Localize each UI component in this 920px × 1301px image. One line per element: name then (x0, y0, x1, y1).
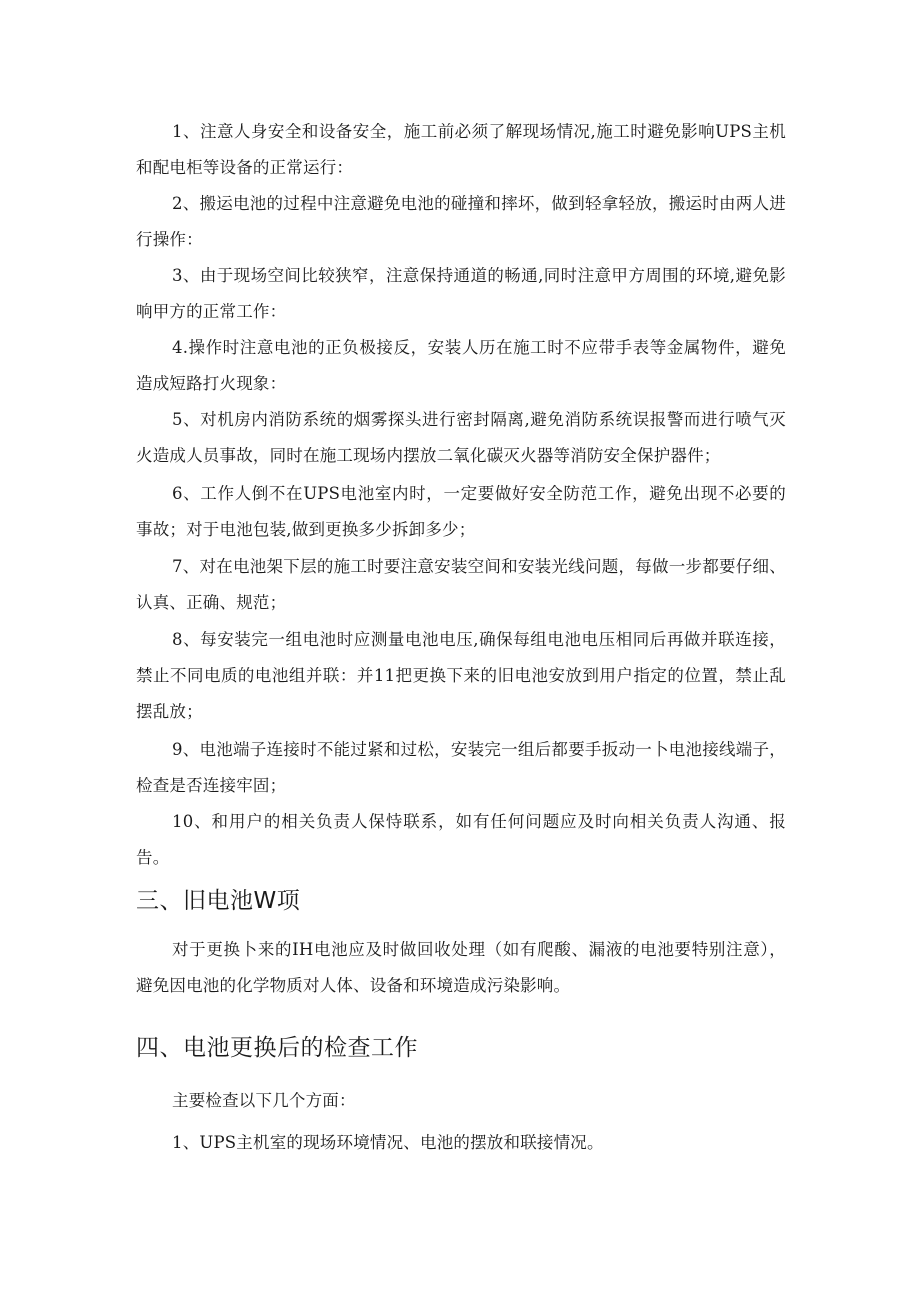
list-item: 9、电池端子连接时不能过紧和过松，安装完一组后都要手扳动一卜电池接线端子，检查是否连接牢固； (136, 740, 786, 795)
list-item: 3、由于现场空间比较狭窄，注意保持通道的畅通,同时注意甲方周围的环境,避免影响甲方的正常工作： (136, 266, 786, 321)
list-item: 8、每安装完一组电池时应测量电池电压,确保每组电池电压相同后再做并联连接，禁止不同电质的电池组并联：并11把更换下来的旧电池安放到用户指定的位置，禁止乱摆乱放； (136, 630, 786, 721)
list-item: 1、UPS主机室的现场环境情况、电池的摆放和联接情况。 (172, 1133, 604, 1152)
list-item: 1、注意人身安全和设备安全，施工前必须了解现场情况,施工时避免影响UPS主机和配电柜等设备的正常运行： (136, 122, 786, 177)
list-item: 6、工作人倒不在UPS电池室内时，一定要做好安全防范工作，避免出现不必要的事故；对于电池包装,做到更换多少拆卸多少； (136, 484, 786, 539)
section-paragraph: 主要检查以下几个方面： (172, 1091, 356, 1110)
list-item: 10、和用户的相关负责人保恃联系，如有任何问题应及时向相关负责人沟通、报告。 (136, 812, 786, 867)
list-item: 4.操作时注意电池的正负极接反，安装人历在施工时不应带手表等金属物件，避免造成短路打火现象： (136, 338, 786, 393)
section-heading: 四、电池更换后的检查工作 (136, 1035, 418, 1061)
list-item: 7、对在电池架下层的施工时要注意安装空间和安装光线问题，每做一步都要仔细、认真、正确、规范； (136, 557, 786, 612)
list-item: 5、对机房内消防系统的烟雾探头进行密封隔离,避免消防系统误报警而进行喷气灭火造成人员事故，同时在施工现场内摆放二氧化碳灭火器等消防安全保护器件； (136, 410, 786, 465)
section-paragraph: 对于更换卜来的IH电池应及时做回收处理（如有爬酸、漏液的电池要特别注意），避免因电池的化学物质对人体、设备和环境造成污染影响。 (136, 940, 786, 995)
section-heading: 三、旧电池W项 (136, 888, 301, 914)
list-item: 2、搬运电池的过程中注意避免电池的碰撞和摔坏，做到轻拿轻放，搬运时由两人进行操作： (136, 194, 786, 249)
